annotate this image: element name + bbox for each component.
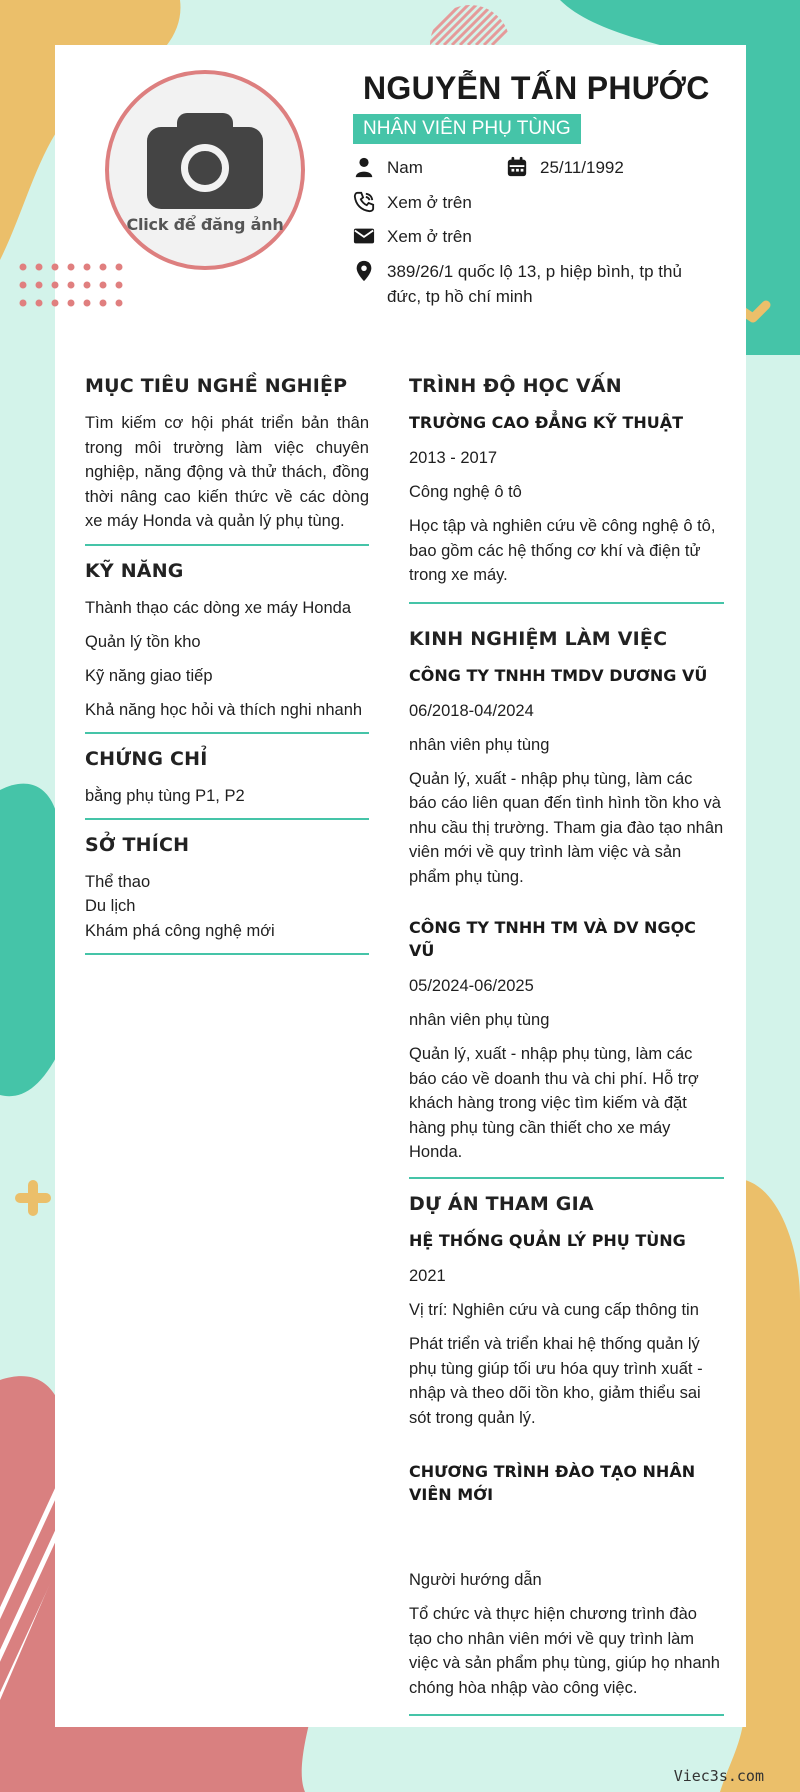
education-description: Học tập và nghiên cứu về công nghệ ô tô, bao gồm các hệ thống cơ khí và điện tử trong xe máy. [409, 517, 716, 584]
divider [85, 953, 369, 955]
project-year [409, 1518, 724, 1558]
hobby-item: Du lịch [85, 897, 136, 915]
position-badge: NHÂN VIÊN PHỤ TÙNG [353, 114, 581, 144]
education-period: 2013 - 2017 [409, 449, 498, 467]
email-row [353, 224, 472, 249]
education-title: TRÌNH ĐỘ HỌC VẤN [409, 375, 622, 397]
job-role: nhân viên phụ tùng [409, 735, 550, 754]
job-period: 06/2018-04/2024 [409, 701, 534, 720]
objective-title: MỤC TIÊU NGHỀ NGHIỆP [85, 375, 348, 397]
divider [409, 1177, 724, 1179]
objective-text: Tìm kiếm cơ hội phát triển bản thân trong môi trường làm việc chuyên nghiệp, năng động và thử thách, đồng thời nâng cao kiến thức về các dòng xe máy Honda và quản lý phụ tùng. [85, 414, 369, 530]
job-period: 05/2024-06/2025 [409, 977, 534, 995]
certificates-title: CHỨNG CHỈ [85, 747, 208, 770]
left-column [85, 375, 369, 969]
project-name: HỆ THỐNG QUẢN LÝ PHỤ TÙNG [409, 1230, 686, 1250]
project-role: Người hướng dẫn [409, 1571, 542, 1589]
skill-item: Khả năng học hỏi và thích nghi nhanh [85, 700, 363, 719]
phone-row [353, 190, 472, 215]
watermark: Viec3s.com [673, 1767, 764, 1785]
divider [409, 602, 724, 604]
hobby-item: Khám phá công nghệ mới [85, 921, 275, 940]
hobby-item: Thể thao [85, 872, 151, 891]
divider [85, 544, 369, 546]
envelope-icon [353, 225, 375, 247]
user-icon [353, 156, 375, 178]
divider [409, 1714, 724, 1716]
skill-item: Kỹ năng giao tiếp [85, 666, 213, 685]
skill-item: Thành thạo các dòng xe máy Honda [85, 598, 352, 617]
certificate-item: bằng phụ tùng P1, P2 [85, 786, 245, 805]
job-role: nhân viên phụ tùng [409, 1011, 550, 1029]
birthday-value: 25/11/1992 [540, 158, 624, 177]
photo-upload-label: Click để đăng ảnh [126, 214, 284, 234]
project-description: Tổ chức và thực hiện chương trình đào tạo cho nhân viên mới về quy trình làm việc và sản phẩm phụ tùng, giúp họ nhanh chóng hòa nhập vào công việc. [409, 1605, 720, 1697]
map-pin-icon [353, 260, 375, 282]
project-description: Phát triển và triển khai hệ thống quản lý phụ tùng giúp tối ưu hóa quy trình xuất - nhập và theo dõi tồn kho, giảm thiểu sai sót trong quản lý. [409, 1335, 703, 1427]
job-description: Quản lý, xuất - nhập phụ tùng, làm các báo cáo về doanh thu và chi phí. Hỗ trợ khách hàng trong việc tìm kiếm và đặt hàng phụ tùng cần thiết cho xe máy Honda. [409, 1045, 699, 1161]
divider [85, 732, 369, 734]
project-name: CHƯƠNG TRÌNH ĐÀO TẠO NHÂN VIÊN MỚI [409, 1462, 696, 1504]
phone-value[interactable]: Xem ở trên [387, 193, 472, 212]
experience-title: KINH NGHIỆM LÀM VIỆC [409, 627, 668, 650]
phone-icon [353, 191, 375, 213]
divider [85, 818, 369, 820]
email-value[interactable]: Xem ở trên [387, 227, 472, 246]
gender-value: Nam [387, 158, 423, 177]
camera-icon [147, 113, 263, 209]
job-company: CÔNG TY TNHH TM VÀ DV NGỌC VŨ [409, 918, 696, 960]
project-year: 2021 [409, 1266, 446, 1285]
birthday-row [506, 155, 624, 180]
address-value: 389/26/1 quốc lộ 13, p hiệp bình, tp thủ đức, tp hồ chí minh [387, 262, 682, 306]
right-column [409, 375, 724, 1730]
candidate-name: NGUYỄN TẤN PHƯỚC [363, 70, 710, 106]
skill-item: Quản lý tồn kho [85, 632, 201, 651]
calendar-icon [506, 156, 528, 178]
address-row [353, 259, 703, 309]
job-company: CÔNG TY TNHH TMDV DƯƠNG VŨ [409, 665, 708, 685]
project-role: Vị trí: Nghiên cứu và cung cấp thông tin [409, 1300, 699, 1319]
hobbies-title: SỞ THÍCH [85, 833, 190, 856]
education-school: TRƯỜNG CAO ĐẲNG KỸ THUẬT [409, 413, 683, 432]
photo-upload[interactable] [105, 70, 305, 270]
education-major: Công nghệ ô tô [409, 483, 522, 501]
skills-title: KỸ NĂNG [85, 559, 184, 582]
projects-title: DỰ ÁN THAM GIA [409, 1192, 594, 1215]
job-description: Quản lý, xuất - nhập phụ tùng, làm các báo cáo liên quan đến tình hình tồn kho và nhu cầu thị trường. Tham gia đào tạo nhân viên mới về quy trình làm việc và sản phẩm phụ tùng. [409, 769, 724, 886]
dot-grid-decoration [18, 262, 133, 312]
gender-row [353, 155, 423, 180]
